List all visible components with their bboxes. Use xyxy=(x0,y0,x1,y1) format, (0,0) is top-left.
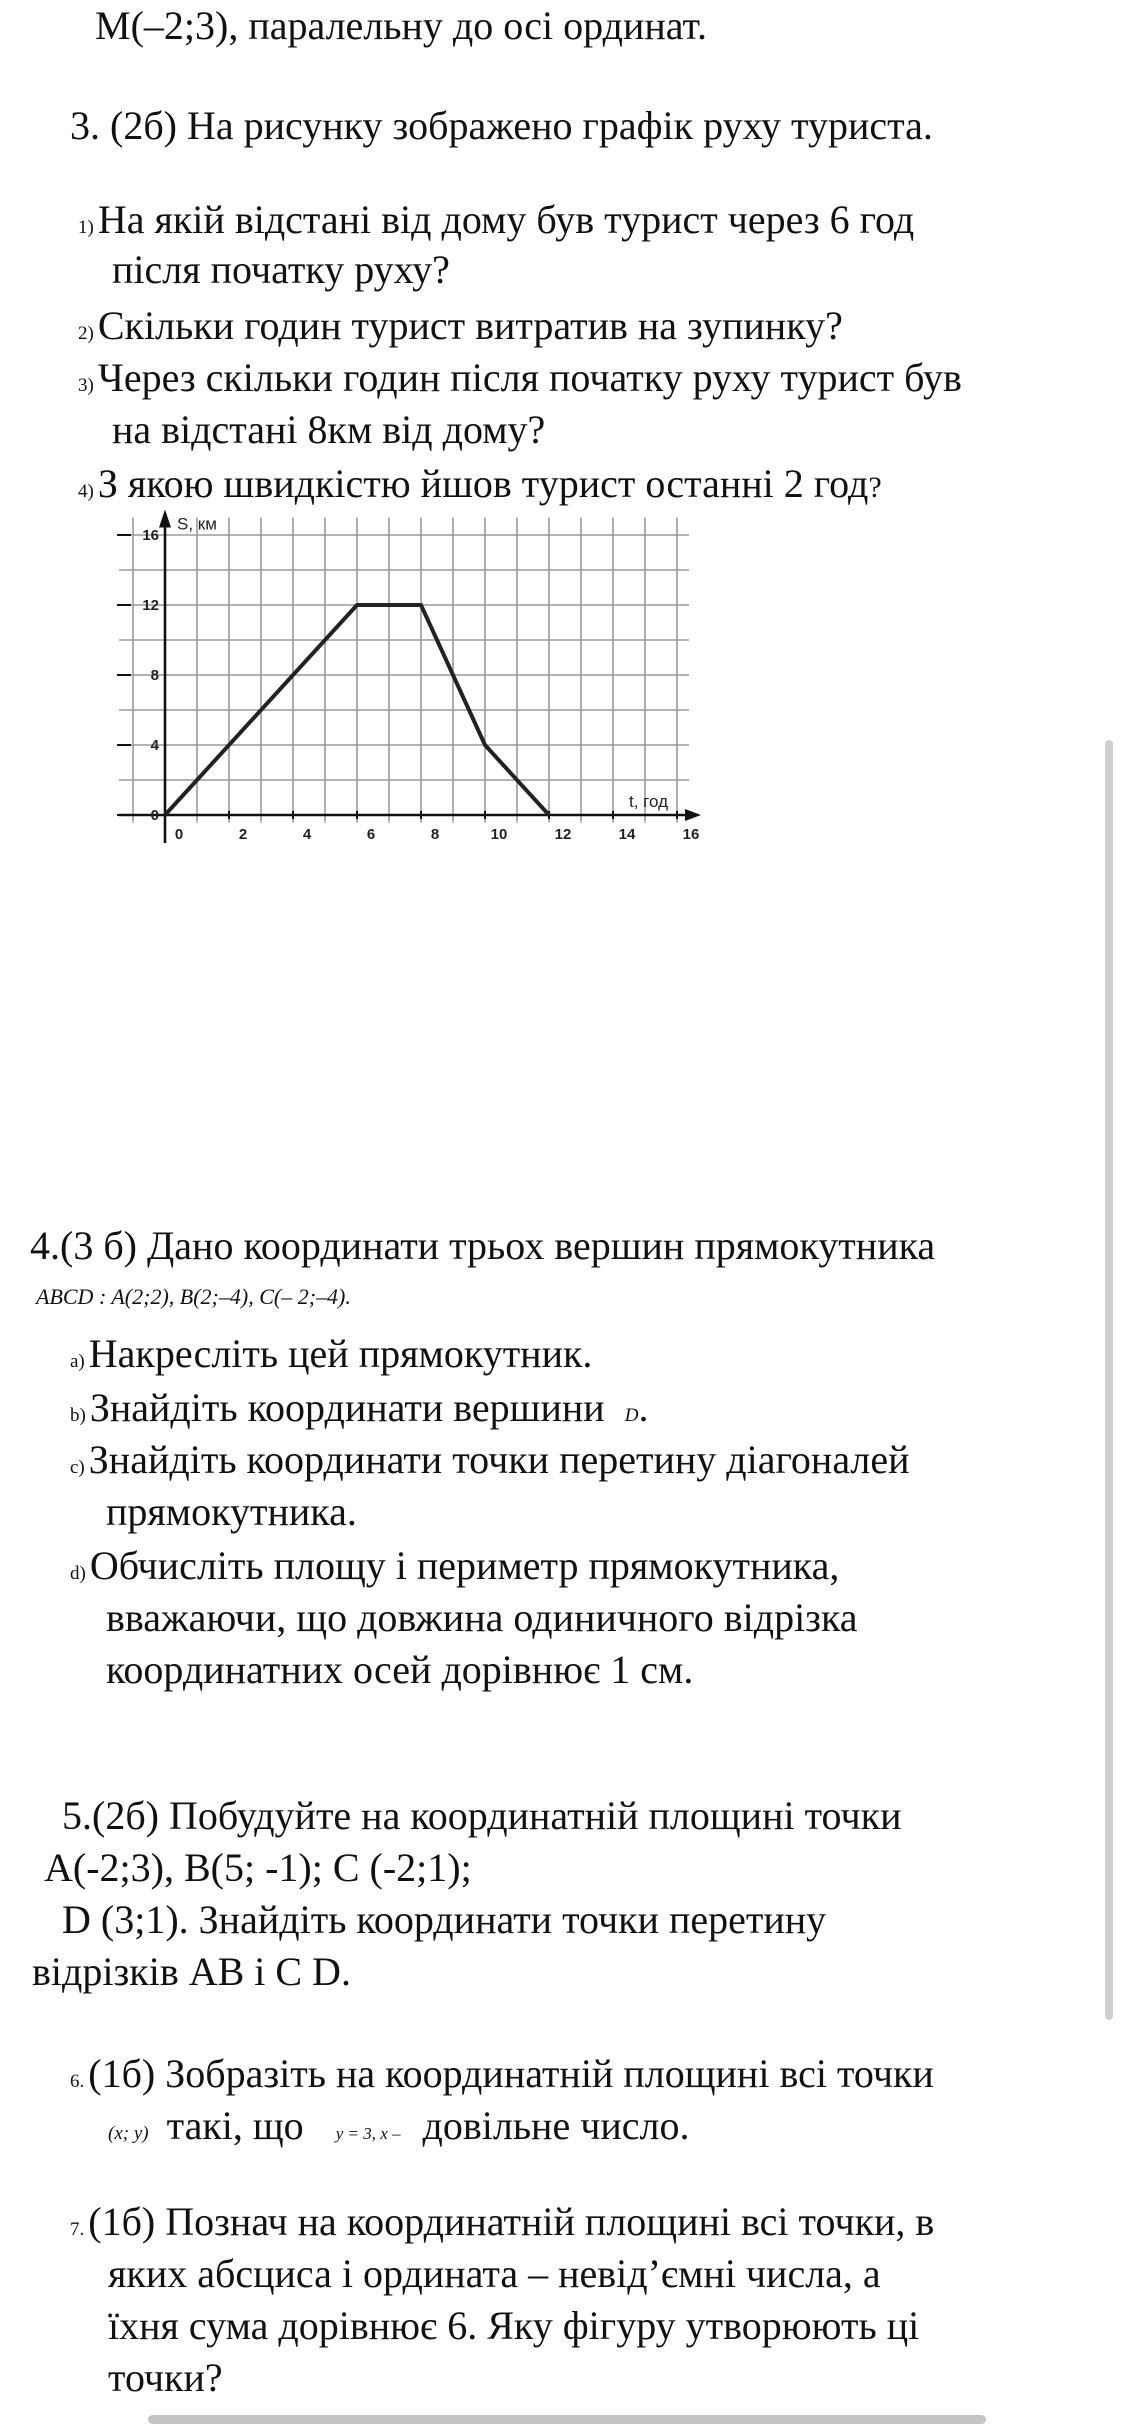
problem-text: (1б) Познач на координатній площині всі точки, в xyxy=(88,2199,935,2244)
problem4-item-d-cont2: координатних осей дорівнює 1 см. xyxy=(106,1647,694,1692)
problem-number: 7. xyxy=(70,2219,85,2240)
condition-formula: y = 3, x – xyxy=(335,2124,401,2143)
x-tick-label: 12 xyxy=(554,826,572,843)
problem4-item-d xyxy=(70,1542,839,1598)
problem2-tail: M(–2;3), паралельну до осі ординат. xyxy=(95,3,707,48)
problem-number: 6. xyxy=(70,2071,85,2092)
x-tick-label: 0 xyxy=(174,826,184,843)
problem4-item-c xyxy=(70,1436,910,1492)
question-mark: ? xyxy=(868,471,882,504)
problem5-line2: A(-2;3), B(5; -1); C (-2;1); xyxy=(44,1845,472,1890)
item-end: . xyxy=(638,1385,649,1430)
problem7-line4: точки? xyxy=(108,2355,223,2400)
point-notation: (x; y) xyxy=(108,2123,149,2144)
problem-text: (1б) Зобразіть на координатній площині всі точки xyxy=(88,2051,934,2096)
question-text: З якою швидкістю йшов турист останні 2 год xyxy=(97,461,869,506)
problem3-question-2 xyxy=(78,302,843,358)
problem4-item-c-cont: прямокутника. xyxy=(106,1489,357,1534)
problem3-heading: 3. (2б) На рисунку зображено графік руху туриста. xyxy=(70,103,933,148)
x-axis-arrow xyxy=(685,809,701,821)
chart-ticks xyxy=(117,527,699,843)
problem4-heading: 4.(3 б) Дано координати трьох вершин прямокутника xyxy=(30,1223,936,1268)
y-tick-label: 12 xyxy=(142,597,159,614)
x-tick-label: 16 xyxy=(682,826,700,843)
item-letter: d) xyxy=(70,1563,86,1584)
item-text: Знайдіть координати вершини xyxy=(89,1385,605,1430)
problem4-formula: ABCD : A(2;2), B(2;–4), C(– 2;–4). xyxy=(36,1284,351,1309)
problem3-question-3 xyxy=(78,354,962,410)
problem3-question-3-cont: на відстані 8км від дому? xyxy=(112,407,546,452)
problem6-line1 xyxy=(70,2050,934,2106)
y-axis-arrow xyxy=(159,510,171,528)
tourist-motion-chart xyxy=(105,505,715,855)
y-axis-label: S, км xyxy=(177,514,217,534)
question-number: 3) xyxy=(78,375,94,396)
problem5-line1: 5.(2б) Побудуйте на координатній площині точки xyxy=(62,1793,902,1838)
problem4-item-a xyxy=(70,1330,592,1386)
question-text: Скільки годин турист витратив на зупинку? xyxy=(97,303,843,348)
problem5-line3: D (3;1). Знайдіть координати точки перетину xyxy=(62,1897,827,1942)
x-tick-label: 2 xyxy=(238,826,248,843)
x-tick-label: 6 xyxy=(366,826,376,843)
y-tick-label: 0 xyxy=(150,807,159,824)
question-number: 1) xyxy=(78,217,94,238)
y-tick-label: 16 xyxy=(142,527,159,544)
y-tick-label: 8 xyxy=(150,667,159,684)
home-indicator[interactable] xyxy=(148,2415,986,2424)
problem-text-end: довільне число. xyxy=(422,2103,690,2148)
problem-text: такі, що xyxy=(166,2103,304,2148)
question-number: 4) xyxy=(78,481,94,502)
problem4-item-d-cont1: вважаючи, що довжина одиничного відрізка xyxy=(106,1595,858,1640)
question-number: 2) xyxy=(78,323,94,344)
item-text: Обчисліть площу і периметр прямокутника, xyxy=(89,1543,840,1588)
problem3-question-1-cont: після початку руху? xyxy=(112,247,450,292)
problem7-line3: їхня сума дорівнює 6. Яку фігуру утворюють ці xyxy=(108,2303,920,2348)
scrollbar[interactable] xyxy=(1105,740,1113,2020)
y-tick-label: 4 xyxy=(150,737,159,754)
item-letter: c) xyxy=(70,1457,85,1478)
problem5-line4: відрізків AB і C D. xyxy=(32,1949,351,1994)
x-tick-label: 10 xyxy=(490,826,508,843)
item-letter: b) xyxy=(70,1405,86,1426)
question-text: На якій відстані від дому був турист через 6 год xyxy=(97,197,915,242)
problem6-line2 xyxy=(108,2102,689,2158)
x-tick-label: 14 xyxy=(618,826,636,843)
question-text: Через скільки годин після початку руху турист був xyxy=(97,355,962,400)
item-letter: a) xyxy=(70,1351,85,1372)
x-axis-label: t, год xyxy=(629,792,668,811)
x-tick-label: 8 xyxy=(430,826,440,843)
problem7-line1 xyxy=(70,2198,934,2254)
vertex-variable: D xyxy=(624,1405,639,1426)
item-text: Накресліть цей прямокутник. xyxy=(88,1331,593,1376)
problem4-item-b xyxy=(70,1384,648,1440)
x-tick-label: 4 xyxy=(302,826,312,843)
problem3-question-1 xyxy=(78,196,914,252)
item-text: Знайдіть координати точки перетину діагоналей xyxy=(88,1437,910,1482)
problem7-line2: яких абсциса і ордината – невід’ємні числа, а xyxy=(108,2251,881,2296)
chart-grid xyxy=(119,518,689,823)
